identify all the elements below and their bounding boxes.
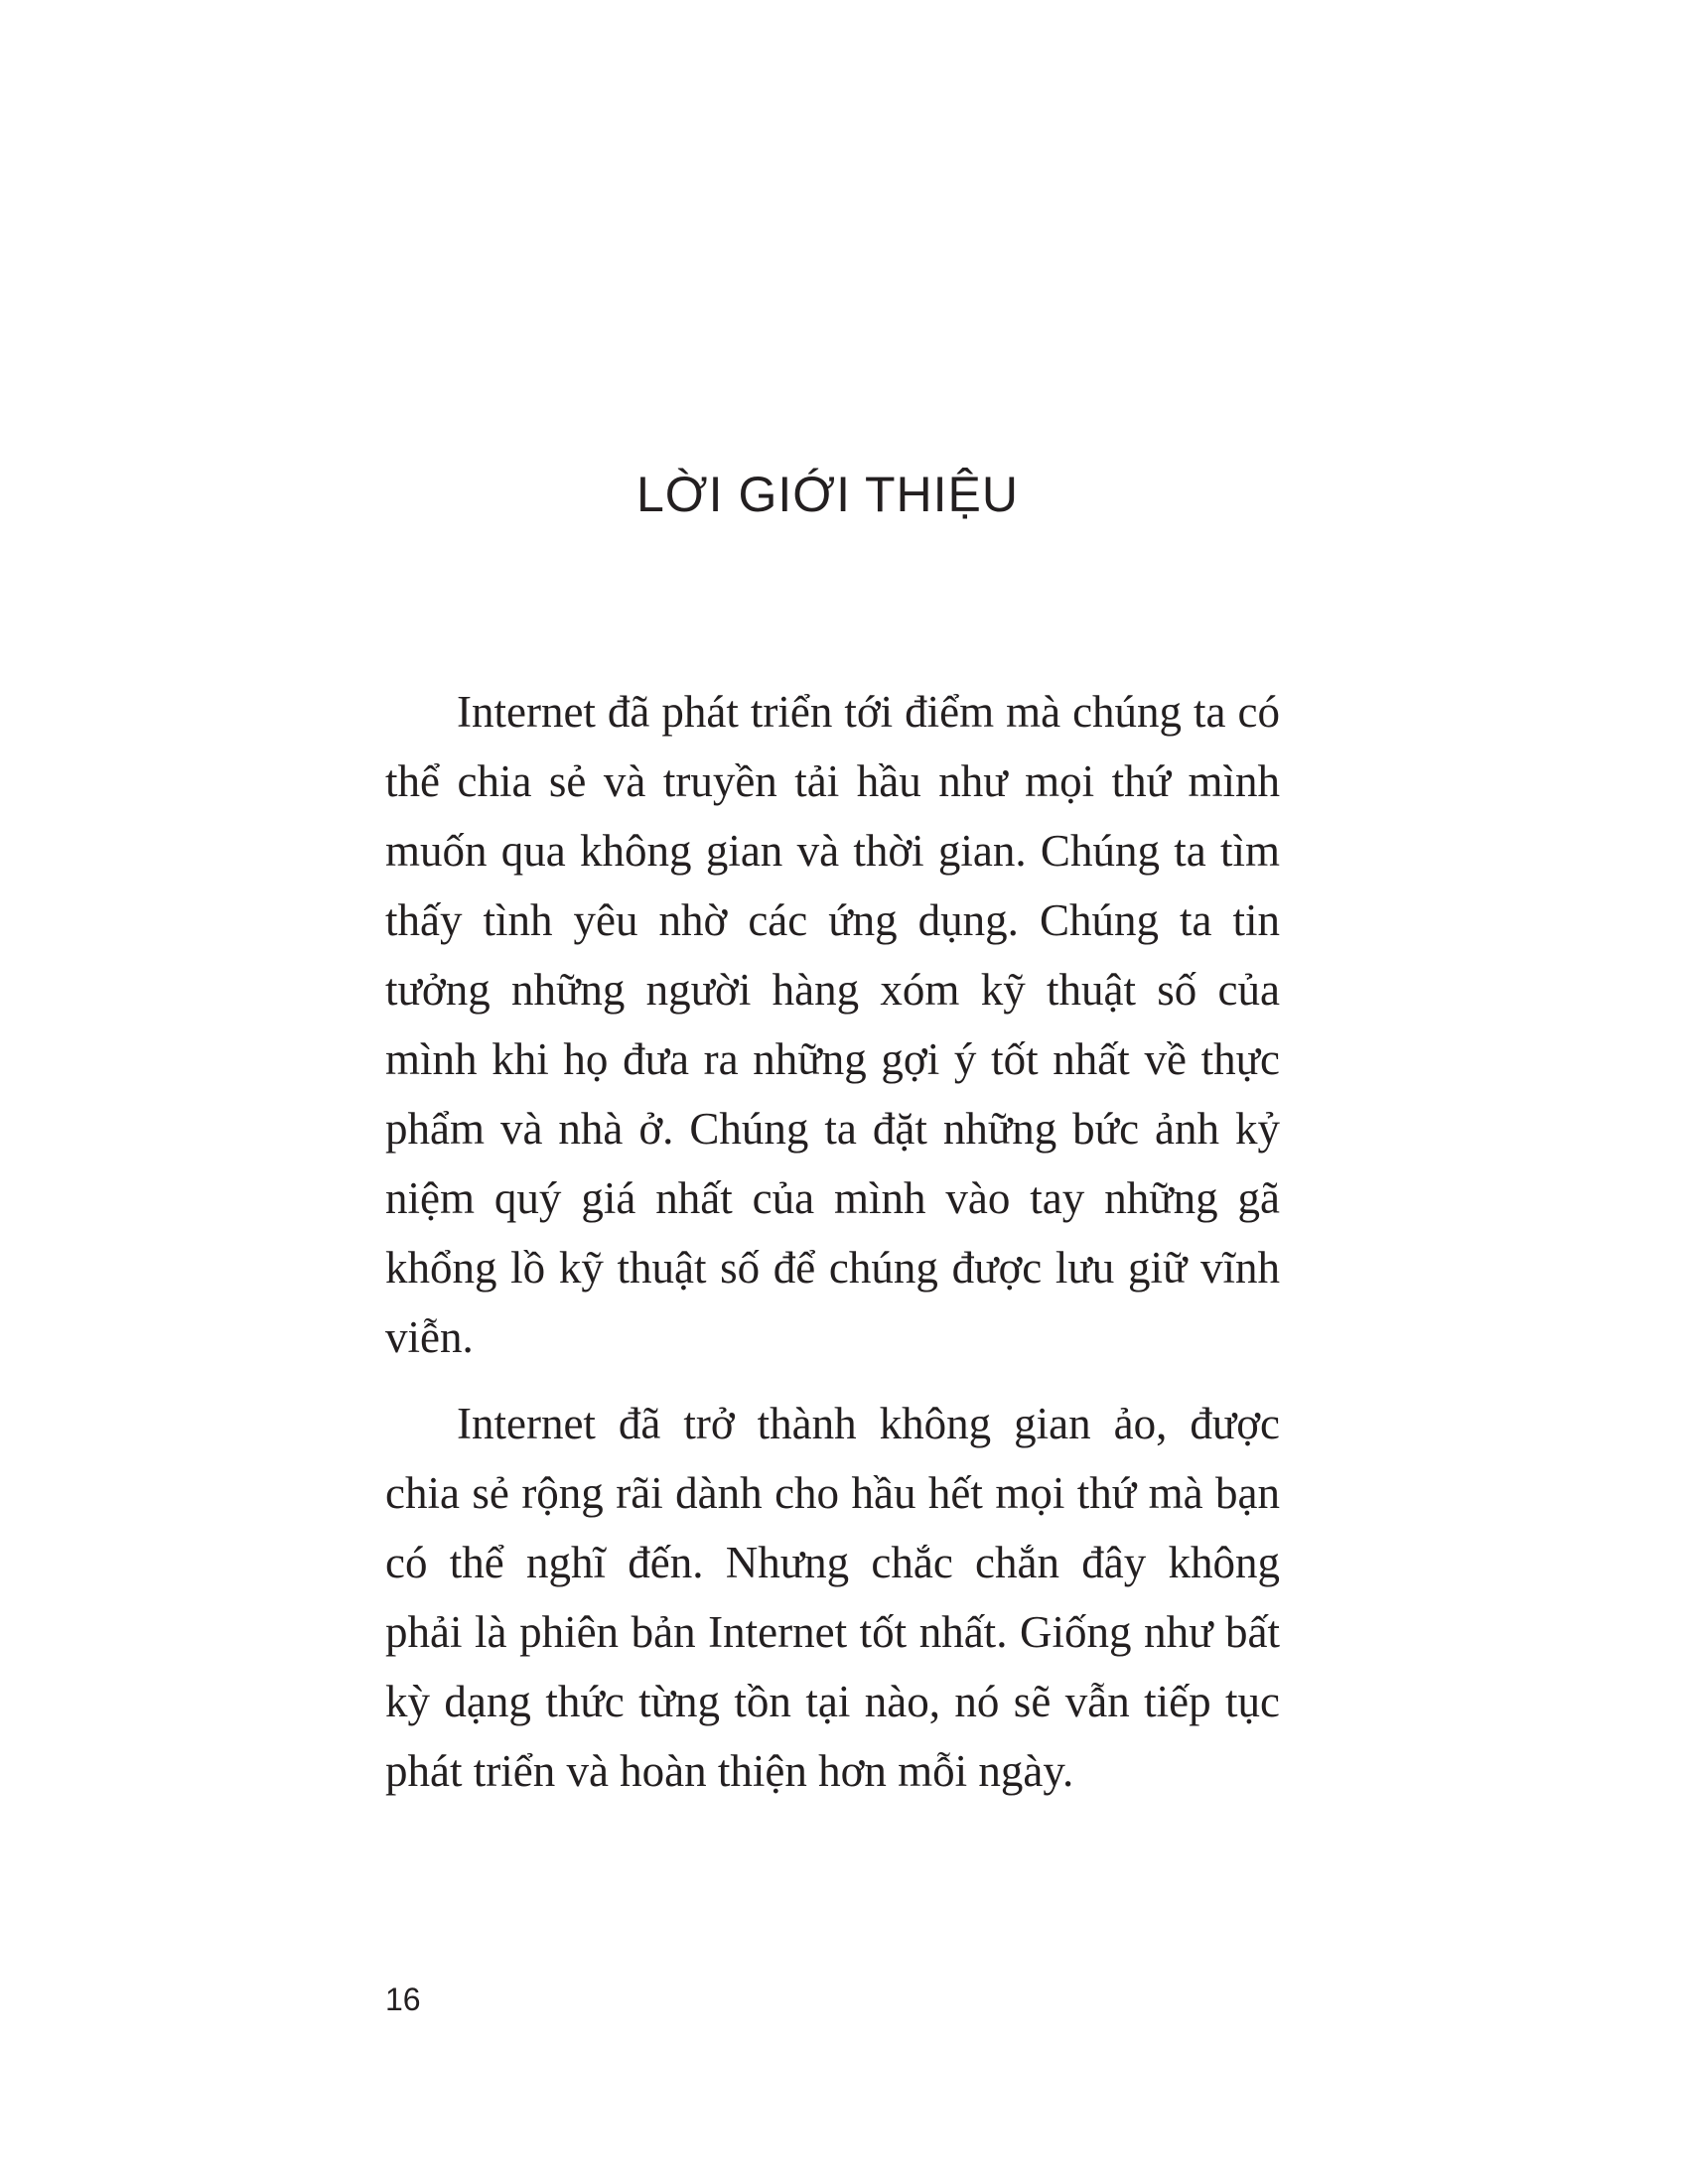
paragraph-1: Internet đã phát triển tới điểm mà chúng ta có thể chia sẻ và truyền tải hầu như mọi thứ mình muốn qua không gian và thời gian. Chúng ta tìm thấy tình yêu nhờ các ứng dụng. Chúng ta tin tưởng những người hàng xóm kỹ thuật số của mình khi họ đưa ra những gợi ý tốt nhất về thực phẩm và nhà ở. Chúng ta đặt những bức ảnh kỷ niệm quý giá nhất của mình vào tay những gã khổng lồ kỹ thuật số để chúng được lưu giữ vĩnh viễn. bbox=[385, 687, 1280, 1362]
paragraph-2: Internet đã trở thành không gian ảo, được chia sẻ rộng rãi dành cho hầu hết mọi thứ mà bạn có thể nghĩ đến. Nhưng chắc chắn đây không phải là phiên bản Internet tốt nhất. Giống như bất kỳ dạng thức từng tồn tại nào, nó sẽ vẫn tiếp tục phát triển và hoàn thiện hơn mỗi ngày. bbox=[385, 1399, 1280, 1796]
page-number: 16 bbox=[385, 1981, 421, 2017]
body-text bbox=[385, 677, 1280, 1806]
chapter-title: LỜI GIỚI THIỆU bbox=[636, 467, 1019, 522]
